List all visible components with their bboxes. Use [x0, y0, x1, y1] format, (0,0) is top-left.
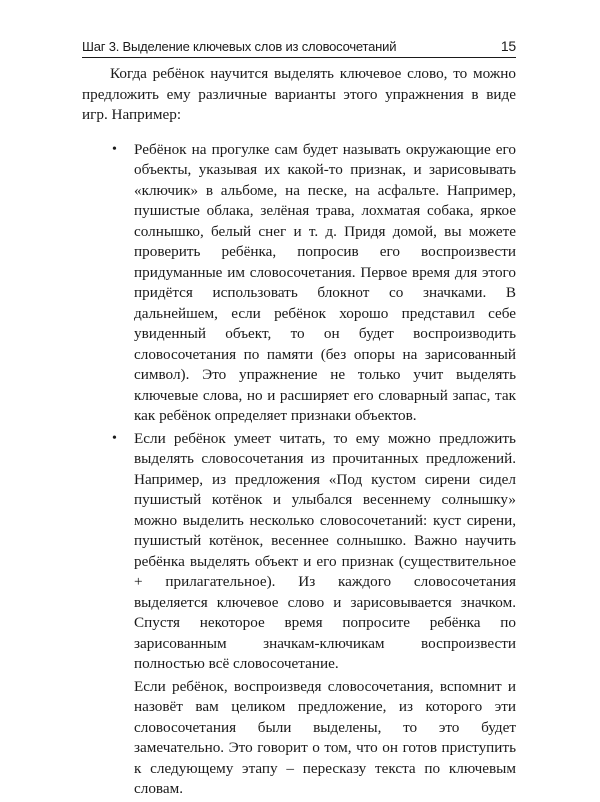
bullet-marker: •	[112, 141, 117, 157]
bullet-paragraph: Ребёнок на прогулке сам будет называть окружающие его объекты, указывая их какой-то признак, и зарисовывать «ключик» в альбоме, на песке, на асфальте. Например, пушистые облака, зелёная трава, лохматая собака, яркое солнышко, белый снег и т. д. Придя домой, вы можете проверить ребёнка, попросив его воспроизвести придуманные им словосочетания. Первое время для этого придётся использовать блокнот со значками. В дальнейшем, если ребёнок хорошо представил себе увиденный объект, то он будет воспроизводить словосочетания по памяти (без опоры на зарисованный символ). Это упражнение не только учит выделять ключевые слова, но и расширяет его словарный запас, так как ребёнок определяет признаки объектов.	[134, 140, 516, 424]
bullet-item	[82, 429, 516, 800]
running-head	[82, 34, 516, 54]
body-text	[82, 64, 516, 802]
page-number: 15	[500, 38, 516, 54]
bullet-paragraph: Если ребёнок умеет читать, то ему можно предложить выделять словосочетания из прочитанных предложений. Например, из предложения «Под кустом сирени сидел пушистый котёнок и улыбался весеннему солнышку» можно выделить несколько словосочетаний: куст сирени, пушистый котёнок, весеннее солнышко. Важно научить ребёнка выделять объект и его признак (существительное + прилагательное). Из каждого словосочетания выделяется ключевое слово и зарисовывается значком. Спустя некоторое время попросите ребёнка по зарисованным значкам-ключикам воспроизвести полностью всё словосочетание.	[134, 429, 516, 672]
chapter-title: Шаг 3. Выделение ключевых слов из словосочетаний	[82, 39, 397, 54]
bullet-list	[82, 140, 516, 800]
header-rule	[82, 57, 516, 58]
bullet-item	[82, 140, 516, 427]
intro-paragraph: Когда ребёнок научится выделять ключевое слово, то можно предложить ему различные варианты этого упражнения в виде игр. Например:	[82, 65, 516, 123]
bullet-paragraph: Если ребёнок, воспроизведя словосочетания, вспомнит и назовёт вам целиком предложение, из которого эти словосочетания были выделены, то это будет замечательно. Это говорит о том, что он готов приступить к следующему этапу – пересказу текста по ключевым словам.	[134, 677, 516, 797]
bullet-marker: •	[112, 430, 117, 446]
